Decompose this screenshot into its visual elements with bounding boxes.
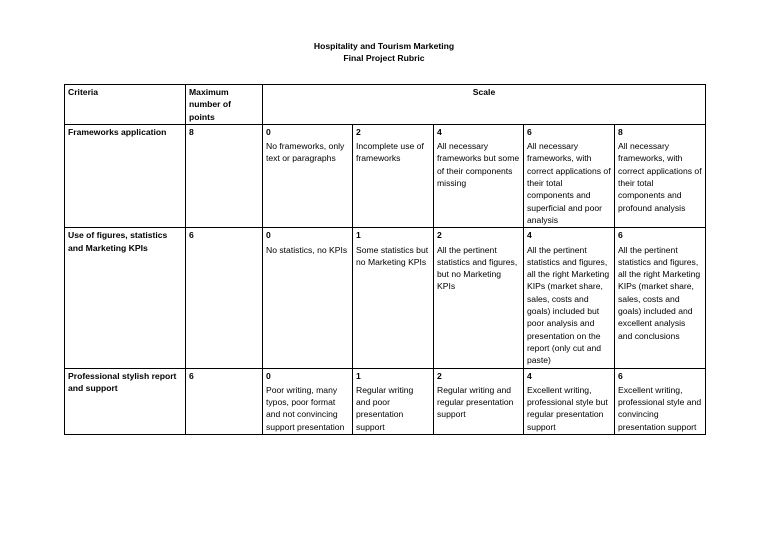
description-cell: Poor writing, many typos, poor format and not convincing support presentation xyxy=(263,383,353,435)
score-cell: 6 xyxy=(524,124,615,139)
header-row xyxy=(65,85,706,125)
score-cell: 4 xyxy=(524,368,615,383)
document-title xyxy=(0,40,768,64)
title-line-2: Final Project Rubric xyxy=(343,53,425,63)
description-cell: Excellent writing, professional style but regular presentation support xyxy=(524,383,615,435)
score-cell: 6 xyxy=(615,368,706,383)
description-cell: No statistics, no KPIs xyxy=(263,243,353,368)
criteria-cell: Professional stylish report and support xyxy=(65,368,186,434)
table-row xyxy=(65,228,706,243)
header-criteria: Criteria xyxy=(65,85,186,125)
score-cell: 2 xyxy=(434,368,524,383)
description-cell: All the pertinent statistics and figures, all the right Marketing KIPs (market share, sales, costs and goals) included but poor analysis and presentation on the report (only cut and paste) xyxy=(524,243,615,368)
description-cell: All the pertinent statistics and figures, but no Marketing KPIs xyxy=(434,243,524,368)
score-cell: 2 xyxy=(353,124,434,139)
title-line-1: Hospitality and Tourism Marketing xyxy=(313,41,455,51)
description-cell: Incomplete use of frameworks xyxy=(353,139,434,228)
description-cell: Regular writing and regular presentation support xyxy=(434,383,524,435)
header-max-points: Maximum number of points xyxy=(186,85,263,125)
header-scale: Scale xyxy=(263,85,706,125)
score-cell: 8 xyxy=(615,124,706,139)
max-points-cell: 8 xyxy=(186,124,263,227)
table-row xyxy=(65,368,706,383)
description-cell: No frameworks, only text or paragraphs xyxy=(263,139,353,228)
score-cell: 1 xyxy=(353,228,434,243)
score-cell: 6 xyxy=(615,228,706,243)
table-row xyxy=(65,124,706,139)
description-cell: All necessary frameworks, with correct applications of their total components and profound analysis xyxy=(615,139,706,228)
criteria-cell: Frameworks application xyxy=(65,124,186,227)
score-cell: 2 xyxy=(434,228,524,243)
description-cell: All necessary frameworks but some of their components missing xyxy=(434,139,524,228)
score-cell: 0 xyxy=(263,124,353,139)
max-points-cell: 6 xyxy=(186,228,263,368)
description-cell: All the pertinent statistics and figures, all the right Marketing KIPs (market share, sales, costs and goals) included and excellent analysis and conclusions xyxy=(615,243,706,368)
criteria-cell: Use of figures, statistics and Marketing KPIs xyxy=(65,228,186,368)
max-points-cell: 6 xyxy=(186,368,263,434)
description-cell: Regular writing and poor presentation support xyxy=(353,383,434,435)
score-cell: 0 xyxy=(263,368,353,383)
description-cell: Excellent writing, professional style and convincing presentation support xyxy=(615,383,706,435)
score-cell: 4 xyxy=(434,124,524,139)
rubric-table xyxy=(64,84,706,435)
score-cell: 1 xyxy=(353,368,434,383)
score-cell: 0 xyxy=(263,228,353,243)
description-cell: All necessary frameworks, with correct applications of their total components and superficial and poor analysis xyxy=(524,139,615,228)
description-cell: Some statistics but no Marketing KPIs xyxy=(353,243,434,368)
score-cell: 4 xyxy=(524,228,615,243)
